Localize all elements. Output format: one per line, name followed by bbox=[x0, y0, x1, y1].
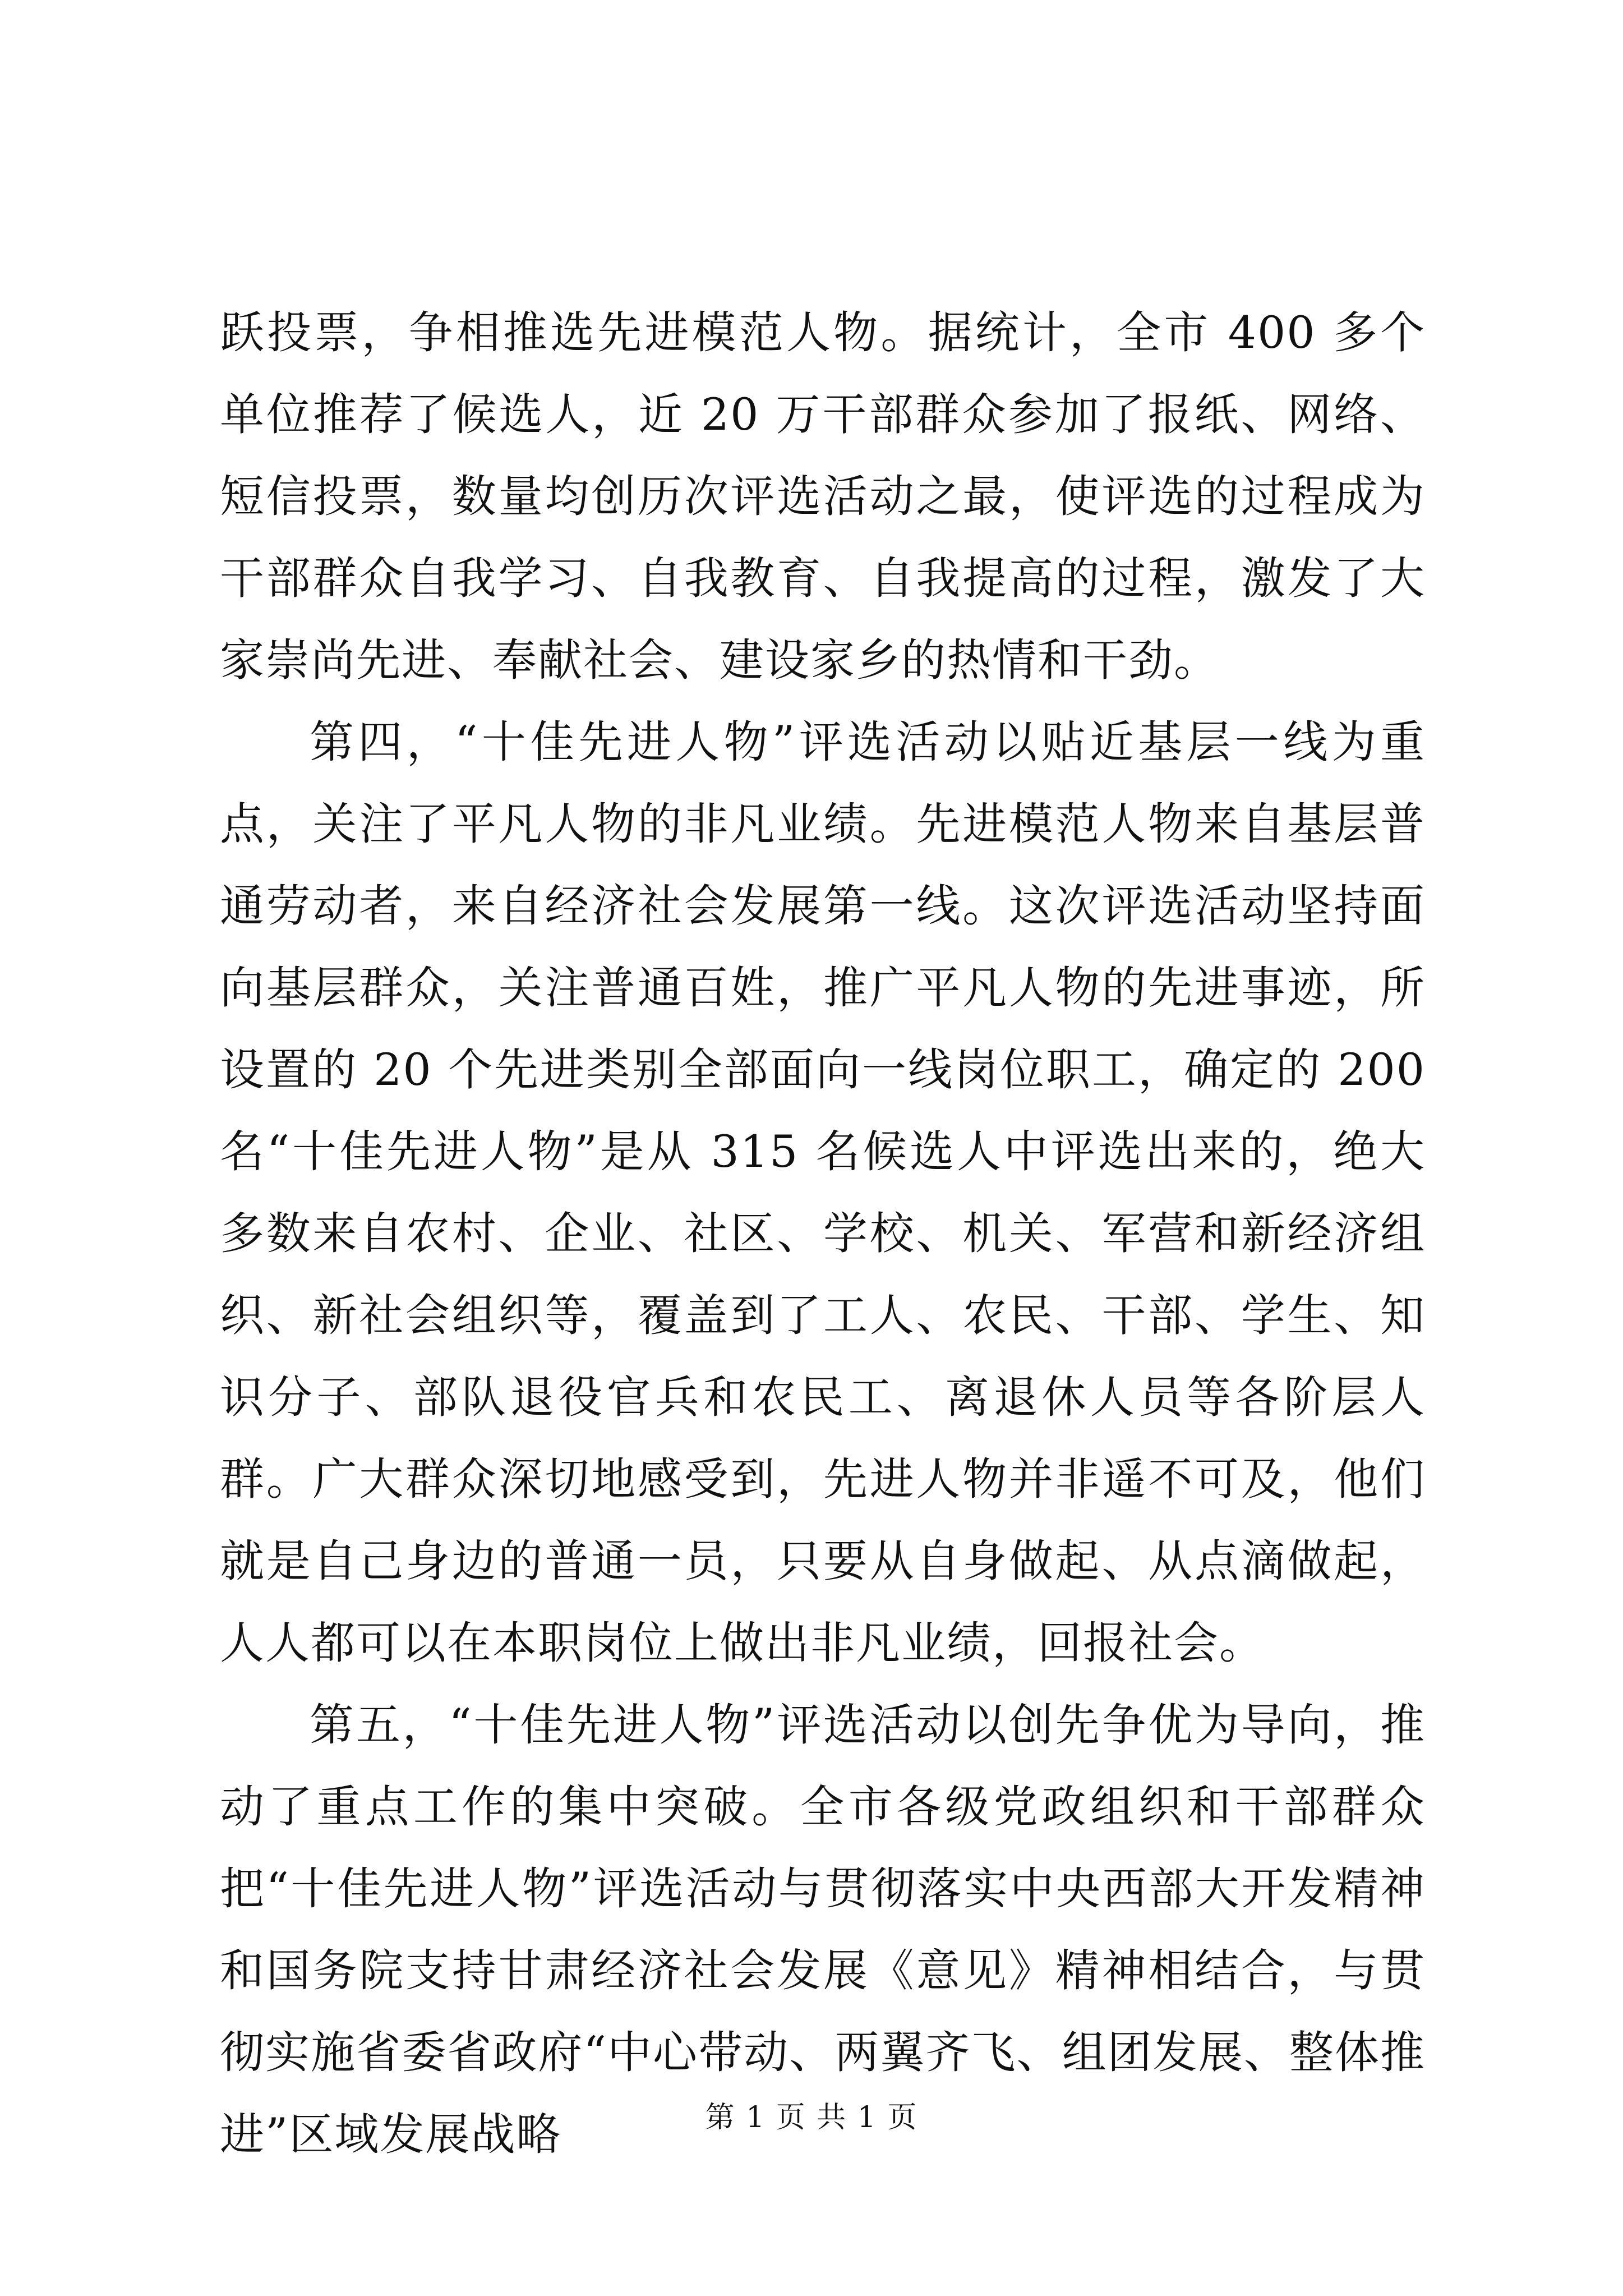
paragraph-fifth-point: 第五，“十佳先进人物”评选活动以创先争优为导向，推动了重点工作的集中突破。全市各级党政组织和干部群众把“十佳先进人物”评选活动与贯彻落实中央西部大开发精神和国务院支持甘肃经济社会发展《意见》精神相结合，与贯彻实施省委省政府“中心带动、两翼齐飞、组团发展、整体推进”区域发展战略 bbox=[220, 1699, 1426, 2160]
page-footer: 第 1 页 共 1 页 bbox=[705, 2101, 918, 2134]
paragraph-continued: 跃投票，争相推选先进模范人物。据统计，全市 400 多个单位推荐了候选人，近 20 万干部群众参加了报纸、网络、短信投票，数量均创历次评选活动之最，使评选的过程成为干部群众自我学习、自我教育、自我提高的过程，激发了大家崇尚先进、奉献社会、建设家乡的热情和干劲。 bbox=[220, 307, 1426, 686]
document-body bbox=[220, 292, 1426, 2175]
paragraph-fourth-point: 第四，“十佳先进人物”评选活动以贴近基层一线为重点，关注了平凡人物的非凡业绩。先进模范人物来自基层普通劳动者，来自经济社会发展第一线。这次评选活动坚持面向基层群众，关注普通百姓，推广平凡人物的先进事迹，所设置的 20 个先进类别全部面向一线岗位职工，确定的 200 名“十佳先进人物”是从 315 名候选人中评选出来的，绝大多数来自农村、企业、社区、学校、机关、军营和新经济组织、新社会组织等，覆盖到了工人、农民、干部、学生、知识分子、部队退役官兵和农民工、离退休人员等各阶层人群。广大群众深切地感受到，先进人物并非遥不可及，他们就是自己身边的普通一员，只要从自身做起、从点滴做起，人人都可以在本职岗位上做出非凡业绩，回报社会。 bbox=[220, 716, 1426, 1669]
